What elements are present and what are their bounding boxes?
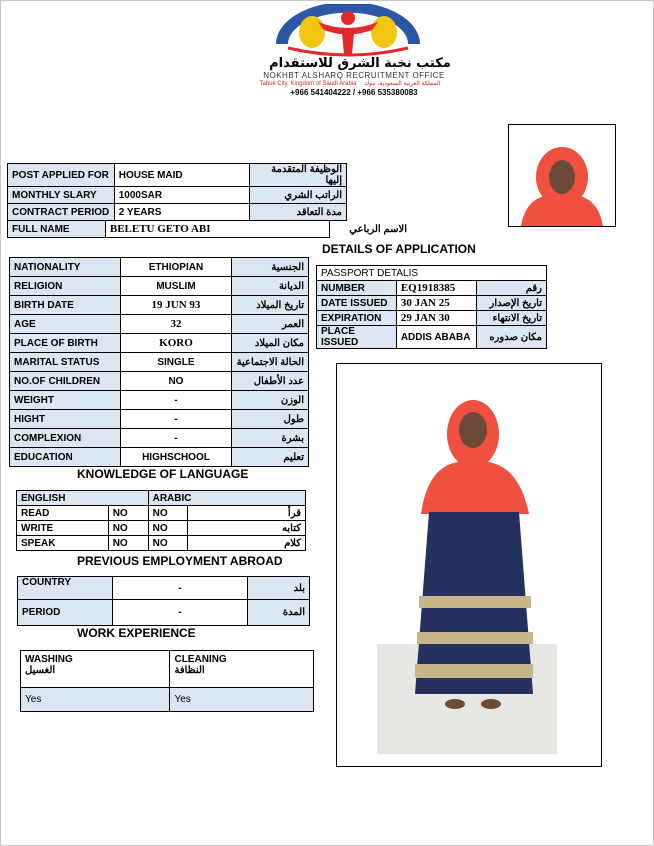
language-col-english: ENGLISH <box>17 491 149 506</box>
employment-label: PERIOD <box>18 600 113 626</box>
personal-label: EDUCATION <box>10 448 121 467</box>
language-label-arabic: كتابه <box>188 521 306 536</box>
job-details-table <box>7 163 347 221</box>
experience-washing-value: Yes <box>21 688 170 712</box>
passport-label: DATE ISSUED <box>317 296 397 311</box>
company-phones: +966 541404222 / +966 535380083 <box>290 88 418 97</box>
job-row <box>8 164 347 187</box>
passport-value: 29 JAN 30 <box>396 311 476 326</box>
experience-washing-label: WASHING <box>25 654 73 665</box>
personal-value: - <box>120 429 232 448</box>
company-name-english: NOKHBT ALSHARQ RECRUITMENT OFFICE <box>263 71 445 80</box>
passport-label: PLACE ISSUED <box>317 326 397 349</box>
personal-label-arabic: الجنسية <box>232 258 309 277</box>
employment-table <box>17 576 310 626</box>
language-english-value: NO <box>108 521 148 536</box>
language-english-value: NO <box>108 536 148 551</box>
experience-cleaning-cell <box>170 651 314 688</box>
personal-value: - <box>120 410 232 429</box>
passport-label: NUMBER <box>317 281 397 296</box>
personal-label: HIGHT <box>10 410 121 429</box>
passport-label-arabic: رقم <box>476 281 546 296</box>
location-arabic: المملكة العربية السعودية، تبوك <box>364 81 441 87</box>
employment-value: - <box>112 600 247 626</box>
personal-row <box>10 296 309 315</box>
language-english-value: NO <box>108 506 148 521</box>
language-row <box>17 521 306 536</box>
language-label: WRITE <box>17 521 109 536</box>
language-row <box>17 506 306 521</box>
company-location <box>210 80 490 87</box>
full-name-value: BELETU GETO ABI <box>105 221 329 238</box>
personal-label-arabic: الحالة الاجتماعية <box>232 353 309 372</box>
job-label: CONTRACT PERIOD <box>8 204 115 221</box>
full-name-table <box>7 220 411 238</box>
personal-row <box>10 372 309 391</box>
personal-label: AGE <box>10 315 121 334</box>
personal-label-arabic: الوزن <box>232 391 309 410</box>
passport-details-table <box>316 265 547 349</box>
personal-value: SINGLE <box>120 353 232 372</box>
job-value: 2 YEARS <box>114 204 250 221</box>
personal-value: - <box>120 391 232 410</box>
work-experience-table <box>20 650 314 712</box>
employment-value: - <box>112 577 247 600</box>
experience-washing-label-arabic: الغسيل <box>25 665 56 676</box>
job-label-arabic: الوظيفة المتقدمة إليها <box>250 164 347 187</box>
applicant-portrait-photo <box>508 124 616 227</box>
passport-value: ADDIS ABABA <box>396 326 476 349</box>
language-col-arabic: ARABIC <box>148 491 305 506</box>
personal-label-arabic: تعليم <box>232 448 309 467</box>
language-arabic-value: NO <box>148 521 188 536</box>
personal-label: NATIONALITY <box>10 258 121 277</box>
personal-label: WEIGHT <box>10 391 121 410</box>
employment-row <box>18 600 310 626</box>
location-english: Tabuk City, Kingdom of Saudi Arabia <box>259 81 357 87</box>
personal-row <box>10 334 309 353</box>
personal-label: RELIGION <box>10 277 121 296</box>
personal-label-arabic: بشرة <box>232 429 309 448</box>
personal-value: 19 JUN 93 <box>120 296 232 315</box>
personal-row <box>10 429 309 448</box>
passport-label-arabic: تاريخ الانتهاء <box>476 311 546 326</box>
personal-row <box>10 410 309 429</box>
passport-row <box>317 281 547 296</box>
passport-title: PASSPORT DETALIS <box>317 266 547 281</box>
language-label-arabic: كلام <box>188 536 306 551</box>
personal-label: NO.OF CHILDREN <box>10 372 121 391</box>
logo-graphic <box>268 4 428 60</box>
personal-label-arabic: عدد الأطفال <box>232 372 309 391</box>
passport-value: 30 JAN 25 <box>396 296 476 311</box>
personal-label: MARITAL STATUS <box>10 353 121 372</box>
personal-label-arabic: الديانة <box>232 277 309 296</box>
passport-row <box>317 311 547 326</box>
previous-employment-title: PREVIOUS EMPLOYMENT ABROAD <box>77 554 283 568</box>
language-row <box>17 536 306 551</box>
personal-value: NO <box>120 372 232 391</box>
experience-cleaning-label-arabic: النظافة <box>174 665 205 676</box>
employment-row <box>18 577 310 600</box>
personal-label-arabic: طول <box>232 410 309 429</box>
language-arabic-value: NO <box>148 506 188 521</box>
personal-row <box>10 315 309 334</box>
personal-label-arabic: تاريخ الميلاد <box>232 296 309 315</box>
experience-washing-cell <box>21 651 170 688</box>
personal-row <box>10 353 309 372</box>
personal-row <box>10 277 309 296</box>
employment-label: COUNTRY <box>18 577 113 600</box>
personal-row <box>10 258 309 277</box>
language-label: SPEAK <box>17 536 109 551</box>
experience-cleaning-label: CLEANING <box>174 654 227 665</box>
personal-value: MUSLIM <box>120 277 232 296</box>
personal-value: ETHIOPIAN <box>120 258 232 277</box>
passport-label-arabic: تاريخ الإصدار <box>476 296 546 311</box>
job-label: POST APPLIED FOR <box>8 164 115 187</box>
work-experience-title: WORK EXPERIENCE <box>77 626 196 640</box>
details-of-application-title: DETAILS OF APPLICATION <box>322 242 476 256</box>
passport-row <box>317 296 547 311</box>
company-logo <box>268 4 428 60</box>
job-label: MONTHLY SLARY <box>8 187 115 204</box>
company-name-arabic: مكتب نخبة الشرق للاستقدام <box>269 56 451 71</box>
language-table <box>16 490 306 551</box>
job-value: HOUSE MAID <box>114 164 250 187</box>
employment-label-arabic: بلد <box>248 577 310 600</box>
job-row <box>8 204 347 221</box>
employment-label-arabic: المدة <box>248 600 310 626</box>
passport-label-arabic: مكان صدوره <box>476 326 546 349</box>
full-name-label-arabic: الاسم الرباعي <box>349 223 407 235</box>
personal-label: PLACE OF BIRTH <box>10 334 121 353</box>
passport-label: EXPIRATION <box>317 311 397 326</box>
personal-label: COMPLEXION <box>10 429 121 448</box>
knowledge-of-language-title: KNOWLEDGE OF LANGUAGE <box>77 467 249 481</box>
full-name-label: FULL NAME <box>8 221 106 238</box>
language-label-arabic: قرأ <box>188 506 306 521</box>
personal-row <box>10 448 309 467</box>
job-row <box>8 187 347 204</box>
passport-value: EQ1918385 <box>396 281 476 296</box>
applicant-full-body-photo <box>336 363 602 767</box>
job-value: 1000SAR <box>114 187 250 204</box>
personal-value: HIGHSCHOOL <box>120 448 232 467</box>
personal-details-table <box>9 257 309 467</box>
personal-value: 32 <box>120 315 232 334</box>
personal-label: BIRTH DATE <box>10 296 121 315</box>
job-label-arabic: الراتب الشري <box>250 187 347 204</box>
language-arabic-value: NO <box>148 536 188 551</box>
personal-row <box>10 391 309 410</box>
experience-cleaning-value: Yes <box>170 688 314 712</box>
personal-label-arabic: مكان الميلاد <box>232 334 309 353</box>
personal-value: KORO <box>120 334 232 353</box>
passport-row <box>317 326 547 349</box>
language-label: READ <box>17 506 109 521</box>
job-label-arabic: مدة التعاقد <box>250 204 347 221</box>
personal-label-arabic: العمر <box>232 315 309 334</box>
